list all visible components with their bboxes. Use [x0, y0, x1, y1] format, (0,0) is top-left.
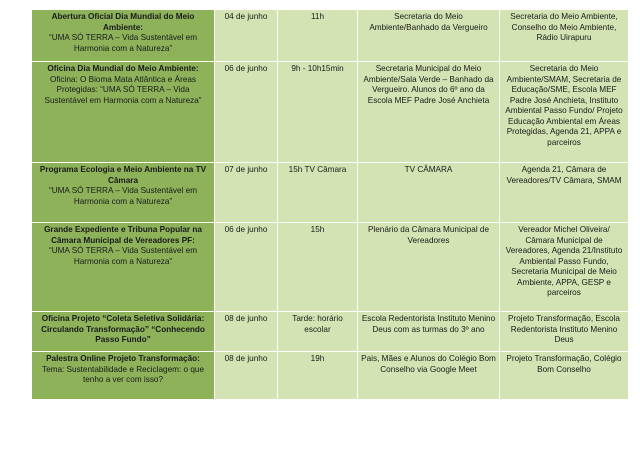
organizers-cell: Secretaria do Meio Ambiente/SMAM, Secretaria de Educação/SME, Escola MEF Padre José Anchieta, Instituto Ambiental Passo Fundo/ Projeto Educação Ambiental em Áreas Protegidas, Agenda 21, APPA e parceiros — [500, 62, 629, 163]
activity-title: Oficina Dia Mundial do Meio Ambiente: — [47, 64, 199, 73]
activity-subtitle: “UMA SÓ TERRA – Vida Sustentável em Harmonia com a Natureza” — [48, 246, 198, 266]
organizers-cell: Secretaria do Meio Ambiente, Conselho do Meio Ambiente, Rádio Uirapuru — [500, 10, 629, 62]
table-row — [32, 163, 629, 223]
date-cell: 08 de junho — [215, 352, 278, 400]
time-cell: 15h — [278, 223, 358, 312]
activity-title: Grande Expediente e Tribuna Popular na Câmara Municipal de Vereadores PF: — [44, 225, 202, 245]
activity-subtitle: “UMA SÓ TERRA – Vida Sustentável em Harmonia com a Natureza” — [48, 33, 198, 53]
place-cell: Escola Redentorista Instituto Menino Deus com as turmas do 3º ano — [358, 312, 500, 352]
place-cell: Secretaria Municipal do Meio Ambiente/Sala Verde – Banhado da Vergueiro. Alunos do 6º ano da Escola MEF Padre José Anchieta — [358, 62, 500, 163]
time-cell: Tarde: horário escolar — [278, 312, 358, 352]
date-cell: 07 de junho — [215, 163, 278, 223]
organizers-cell: Agenda 21, Câmara de Vereadores/TV Câmara, SMAM — [500, 163, 629, 223]
date-cell: 06 de junho — [215, 62, 278, 163]
time-cell: 11h — [278, 10, 358, 62]
time-cell: 15h TV Câmara — [278, 163, 358, 223]
organizers-cell: Projeto Transformação, Escola Redentorista Instituto Menino Deus — [500, 312, 629, 352]
organizers-cell: Projeto Transformação, Colégio Bom Conselho — [500, 352, 629, 400]
activity-subtitle: Oficina: O Bioma Mata Atlântica e Áreas Protegidas: “UMA SÓ TERRA – Vida Sustentável em Harmonia com a Natureza” — [44, 74, 202, 105]
place-cell: TV CÂMARA — [358, 163, 500, 223]
activity-cell — [32, 10, 215, 62]
table-row — [32, 10, 629, 62]
table-row — [32, 312, 629, 352]
date-cell: 06 de junho — [215, 223, 278, 312]
activity-cell — [32, 163, 215, 223]
activity-title: Palestra Online Projeto Transformação: — [46, 354, 200, 363]
place-cell: Secretaria do Meio Ambiente/Banhado da Vergueiro — [358, 10, 500, 62]
place-cell: Plenário da Câmara Municipal de Vereadores — [358, 223, 500, 312]
date-cell: 08 de junho — [215, 312, 278, 352]
schedule-table-wrap — [31, 9, 628, 400]
activity-cell — [32, 62, 215, 163]
organizers-cell: Vereador Michel Oliveira/ Câmara Municipal de Vereadores, Agenda 21/Instituto Ambiental Passo Fundo, Secretaria Municipal de Meio Ambiente, APPA, GESP e parceiros — [500, 223, 629, 312]
time-cell: 19h — [278, 352, 358, 400]
place-cell: Pais, Mães e Alunos do Colégio Bom Conselho via Google Meet — [358, 352, 500, 400]
table-row — [32, 223, 629, 312]
date-cell: 04 de junho — [215, 10, 278, 62]
time-cell: 9h - 10h15min — [278, 62, 358, 163]
schedule-table — [31, 9, 629, 400]
activity-subtitle: Tema: Sustentabilidade e Reciclagem: o que tenho a ver com isso? — [41, 364, 205, 384]
activity-cell — [32, 352, 215, 400]
activity-cell — [32, 223, 215, 312]
table-row — [32, 62, 629, 163]
activity-title: Abertura Oficial Dia Mundial do Meio Ambiente: — [51, 12, 195, 32]
activity-title: Programa Ecologia e Meio Ambiente na TV Câmara — [39, 165, 207, 185]
activity-cell — [32, 312, 215, 352]
activity-title: Oficina Projeto “Coleta Seletiva Solidária: Circulando Transformação” “Conhecendo Passo Fundo” — [41, 314, 205, 344]
activity-subtitle: “UMA SÓ TERRA – Vida Sustentável em Harmonia com a Natureza” — [48, 186, 198, 206]
table-row — [32, 352, 629, 400]
